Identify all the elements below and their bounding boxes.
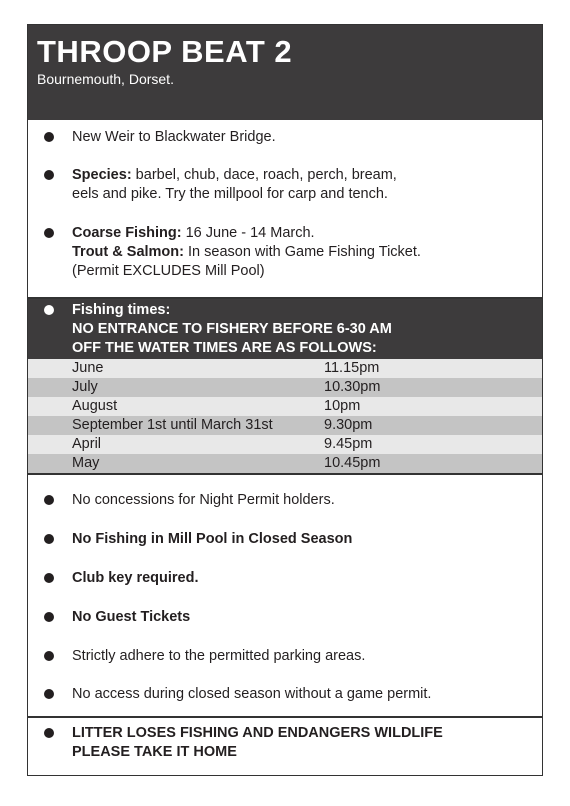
location-text: New Weir to Blackwater Bridge. <box>72 129 276 145</box>
page-subtitle: Bournemouth, Dorset. <box>37 71 174 87</box>
permit-note: (Permit EXCLUDES Mill Pool) <box>72 263 265 279</box>
off-water-times-table <box>28 359 542 473</box>
bullet-dot-icon <box>44 305 54 315</box>
entrance-time-note: NO ENTRANCE TO FISHERY BEFORE 6-30 AM <box>72 321 392 337</box>
rule-item: No concessions for Night Permit holders. <box>44 491 335 510</box>
table-row: June 11.15pm <box>28 359 542 378</box>
bullet-dot-icon <box>44 728 54 738</box>
bullet-dot-icon <box>44 689 54 699</box>
card-header <box>28 25 542 120</box>
bullet-seasons <box>44 224 421 281</box>
species-line2: eels and pike. Try the millpool for carp and tench. <box>72 186 388 202</box>
off-water-note: OFF THE WATER TIMES ARE AS FOLLOWS: <box>72 340 377 356</box>
rule-item: No Fishing in Mill Pool in Closed Season <box>44 530 352 549</box>
trout-value: In season with Game Fishing Ticket. <box>183 244 421 260</box>
litter-line1: LITTER LOSES FISHING AND ENDANGERS WILDLIFE <box>72 725 443 741</box>
bullet-species <box>44 166 397 204</box>
species-line1: barbel, chub, dace, roach, perch, bream, <box>131 167 397 183</box>
bullet-dot-icon <box>44 573 54 583</box>
species-label: Species: <box>72 167 132 183</box>
table-row: September 1st until March 31st 9.30pm <box>28 416 542 435</box>
table-row: August 10pm <box>28 397 542 416</box>
table-row: July 10.30pm <box>28 378 542 397</box>
litter-notice <box>28 717 542 775</box>
bullet-dot-icon <box>44 612 54 622</box>
coarse-label: Coarse Fishing: <box>72 225 182 241</box>
rule-item: No Guest Tickets <box>44 608 190 627</box>
bullet-dot-icon <box>44 132 54 142</box>
fishing-times-band <box>28 299 542 359</box>
bullet-dot-icon <box>44 495 54 505</box>
table-row: April 9.45pm <box>28 435 542 454</box>
rule-item: Club key required. <box>44 569 199 588</box>
trout-label: Trout & Salmon: <box>72 244 184 260</box>
permit-card <box>27 24 543 776</box>
bullet-location <box>44 128 276 147</box>
coarse-value: 16 June - 14 March. <box>181 225 315 241</box>
bullet-dot-icon <box>44 170 54 180</box>
bullet-dot-icon <box>44 534 54 544</box>
rule-item: Strictly adhere to the permitted parking areas. <box>44 647 365 666</box>
table-row: May 10.45pm <box>28 454 542 473</box>
page-title: THROOP BEAT 2 <box>37 34 293 69</box>
bullet-dot-icon <box>44 651 54 661</box>
bullet-dot-icon <box>44 228 54 238</box>
divider <box>28 473 542 475</box>
litter-line2: PLEASE TAKE IT HOME <box>72 744 237 760</box>
fishing-times-heading: Fishing times: NO ENTRANCE TO FISHERY BEFORE 6-30 AM OFF THE WATER TIMES ARE AS FOLLOWS: <box>44 301 392 358</box>
rule-item: No access during closed season without a game permit. <box>44 685 431 704</box>
